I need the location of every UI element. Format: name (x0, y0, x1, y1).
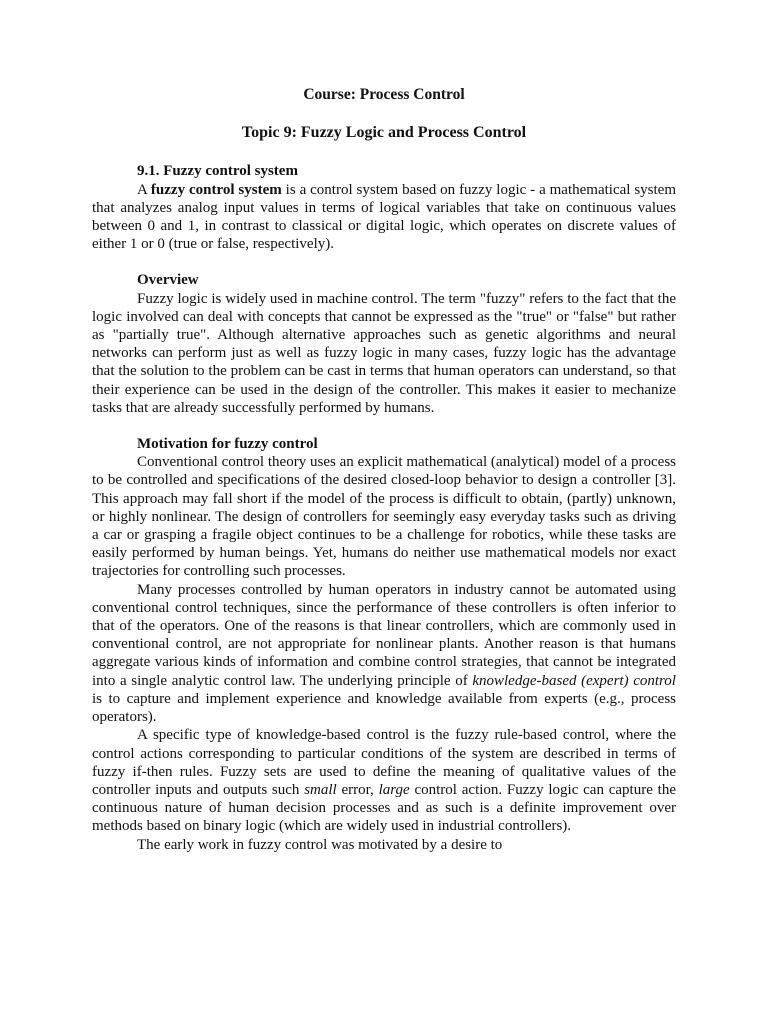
section-heading-overview: Overview (137, 272, 199, 289)
term-small: small (304, 781, 337, 798)
term-knowledge-based-control: knowledge-based (expert) control (472, 672, 676, 689)
section-heading-fuzzy-control-system: 9.1. Fuzzy control system (137, 163, 298, 180)
paragraph-overview: Fuzzy logic is widely used in machine control. The term "fuzzy" refers to the fact that the logic involved can deal with concepts that cannot be expressed as the "true" or "false" but rather as "partially true". Although alternative approaches such as genetic algorithms and neural networks can perform just as well as fuzzy logic in many cases, fuzzy logic has the advantage that the solution to the problem can be cast in terms that human operators can understand, so that their experience can be used in the design of the controller. This makes it easier to mechanize tasks that are already successfully performed by humans. (92, 290, 676, 416)
topic-title: Topic 9: Fuzzy Logic and Process Control (241, 124, 527, 142)
paragraph-motivation-3: A specific type of knowledge-based control is the fuzzy rule-based control, where the control actions corresponding to particular conditions of the system are described in terms of fuzzy if-then rules. Fuzzy sets are used to define the meaning of qualitative values of the controller inputs and outputs such small error, large control action. Fuzzy logic can capture the continuous nature of human decision processes and as such is a definite improvement over methods based on binary logic (which are widely used in industrial controllers). (92, 727, 676, 835)
paragraph-motivation-4: The early work in fuzzy control was motivated by a desire to (137, 836, 503, 853)
paragraph-motivation-1: Conventional control theory uses an explicit mathematical (analytical) model of a process to be controlled and specifications of the desired closed-loop behavior to design a controller [3]. This approach may fall short if the model of the process is difficult to obtain, (partly) unknown, or highly nonlinear. The design of controllers for seemingly easy everyday tasks such as driving a car or grasping a fragile object continues to be a challenge for robotics, while these tasks are easily performed by human beings. Yet, humans do neither use mathematical models nor exact trajectories for controlling such processes. (92, 454, 676, 580)
term-fuzzy-control-system: fuzzy control system (150, 181, 282, 198)
term-large: large (378, 781, 410, 798)
section-heading-motivation: Motivation for fuzzy control (137, 436, 318, 453)
document-page (92, 86, 676, 854)
paragraph-fuzzy-control-definition: A fuzzy control system is a control system based on fuzzy logic - a mathematical system that analyzes analog input values in terms of logical variables that take on continuous values between 0 and 1, in contrast to classical or digital logic, which operates on discrete values of either 1 or 0 (true or false, respectively). (92, 181, 677, 253)
course-title: Course: Process Control (303, 86, 465, 103)
paragraph-motivation-2: Many processes controlled by human operators in industry cannot be automated using conventional control techniques, since the performance of these controllers is often inferior to that of the operators. One of the reasons is that linear controllers, which are commonly used in conventional control, are not appropriate for nonlinear plants. Another reason is that humans aggregate various kinds of information and combine control strategies, that cannot be integrated into a single analytic control law. The underlying principle of knowledge-based (expert) control is to capture and implement experience and knowledge available from experts (e.g., process operators). (92, 581, 676, 726)
